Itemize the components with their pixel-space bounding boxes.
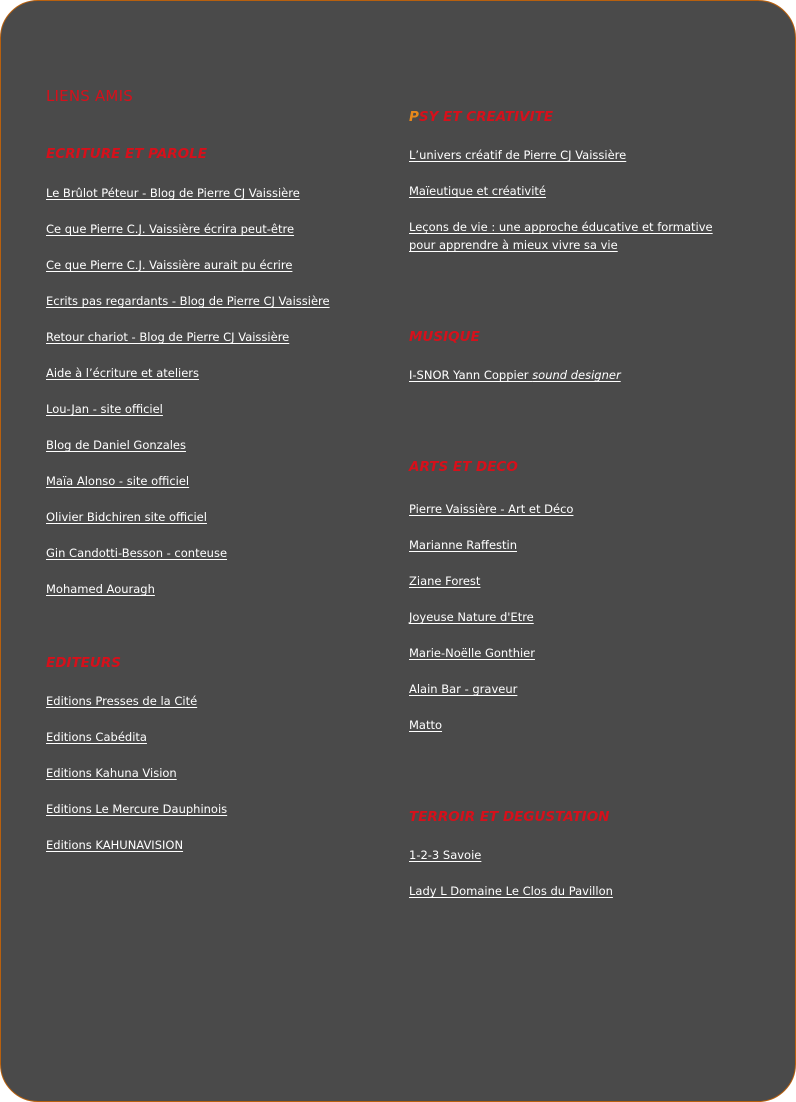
link-gin-candotti-besson[interactable]: Gin Candotti-Besson - conteuse — [46, 546, 228, 560]
page-title: LIENS AMIS — [46, 87, 133, 105]
section-title-arts: ARTS ET DECO — [409, 459, 518, 475]
link-ecrira-peut-etre[interactable]: Ce que Pierre C.J. Vaissière écrira peut-être — [46, 222, 295, 236]
link-lady-l[interactable]: Lady L Domaine Le Clos du Pavillon — [409, 884, 613, 898]
link-i-snor-name: I-SNOR Yann Coppier — [409, 368, 533, 382]
link-maieutique[interactable]: Maïeutique et créativité — [409, 184, 547, 198]
link-retour-chariot[interactable]: Retour chariot - Blog de Pierre CJ Vaissière — [46, 330, 290, 344]
section-title-psy-rest: SY ET CREATIVITE — [418, 109, 554, 125]
link-ziane-forest[interactable]: Ziane Forest — [409, 574, 481, 588]
link-kahuna-vision[interactable]: Editions Kahuna Vision — [46, 766, 177, 780]
section-title-terroir: TERROIR ET DEGUSTATION — [409, 809, 610, 825]
link-i-snor-role: sound designer — [532, 368, 621, 382]
link-alain-bar[interactable]: Alain Bar - graveur — [409, 682, 518, 696]
link-aurait-pu-ecrire[interactable]: Ce que Pierre C.J. Vaissière aurait pu écrire — [46, 258, 293, 272]
link-joyeuse-nature[interactable]: Joyeuse Nature d'Etre — [409, 610, 534, 624]
section-title-editeurs: EDITEURS — [46, 655, 121, 671]
section-title-psy-initial: P — [409, 109, 419, 125]
link-brulot-peteur[interactable]: Le Brûlot Péteur - Blog de Pierre CJ Vaissière — [46, 186, 300, 200]
section-title-musique: MUSIQUE — [409, 329, 480, 345]
link-daniel-gonzales[interactable]: Blog de Daniel Gonzales — [46, 438, 186, 452]
link-maia-alonso[interactable]: Maïa Alonso - site officiel — [46, 474, 190, 488]
link-lou-jan[interactable]: Lou-Jan - site officiel — [46, 402, 163, 416]
link-matto[interactable]: Matto — [409, 718, 443, 732]
link-lecons-de-vie[interactable]: Leçons de vie : une approche éducative et formative pour apprendre à mieux vivre sa vie — [409, 220, 713, 252]
link-cabedita[interactable]: Editions Cabédita — [46, 730, 147, 744]
link-mercure-dauphinois[interactable]: Editions Le Mercure Dauphinois — [46, 802, 228, 816]
section-title-psy — [409, 109, 553, 125]
link-olivier-bidchiren[interactable]: Olivier Bidchiren site officiel — [46, 510, 207, 524]
link-marie-noelle-gonthier[interactable]: Marie-Noëlle Gonthier — [409, 646, 535, 660]
link-123-savoie[interactable]: 1-2-3 Savoie — [409, 848, 482, 862]
link-kahunavision[interactable]: Editions KAHUNAVISION — [46, 838, 184, 852]
link-ecrits-pas-regardants[interactable]: Ecrits pas regardants - Blog de Pierre CJ Vaissière — [46, 294, 330, 308]
link-mohamed-aouragh[interactable]: Mohamed Aouragh — [46, 582, 155, 596]
link-aide-ecriture[interactable]: Aide à l’écriture et ateliers — [46, 366, 200, 380]
link-marianne-raffestin[interactable]: Marianne Raffestin — [409, 538, 518, 552]
link-pierre-vaissiere-art[interactable]: Pierre Vaissière - Art et Déco — [409, 502, 574, 516]
link-i-snor[interactable] — [409, 366, 621, 384]
link-presses-de-la-cite[interactable]: Editions Presses de la Cité — [46, 694, 198, 708]
section-title-ecriture: ECRITURE ET PAROLE — [46, 146, 207, 162]
link-univers-creatif[interactable]: L’univers créatif de Pierre CJ Vaissière — [409, 148, 627, 162]
